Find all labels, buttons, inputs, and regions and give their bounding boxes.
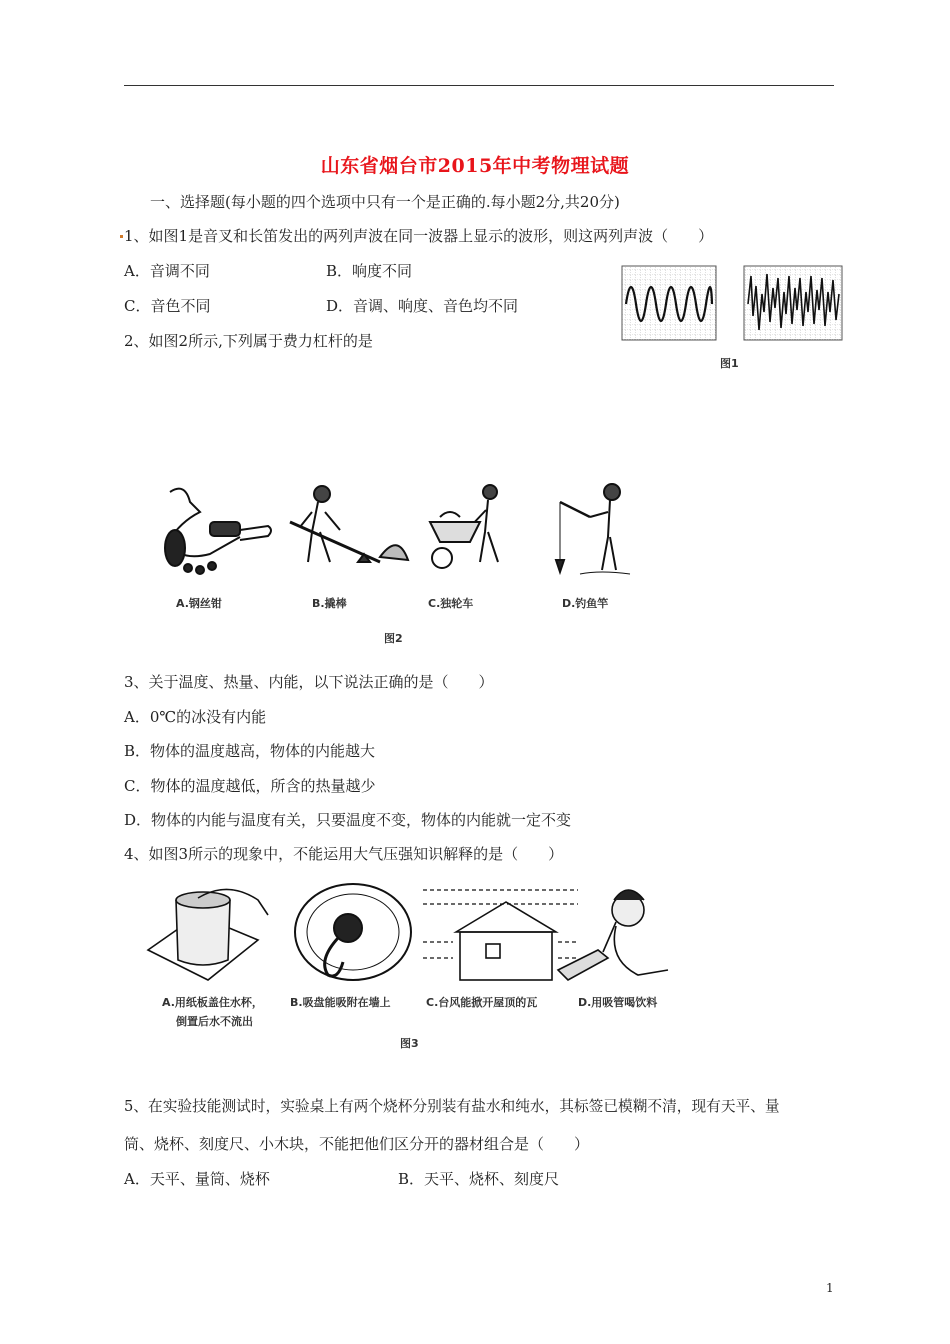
q4-stem: 4、如图3所示的现象中，不能运用大气压强知识解释的是（ ）	[124, 845, 564, 863]
header-rule	[124, 85, 834, 86]
figure-2-levers	[140, 482, 620, 582]
suction-cup-illustration	[295, 884, 411, 980]
waveform-panel-right	[744, 266, 842, 340]
figure-3-caption-a2: 倒置后水不流出	[176, 1015, 253, 1028]
q5-stem-line1: 5、在实验技能测试时，实验桌上有两个烧杯分别装有盐水和纯水，其标签已模糊不清，现有天平、量	[124, 1098, 780, 1115]
section-heading: 一、选择题(每小题的四个选项中只有一个是正确的.每小题2分,共20分)	[150, 193, 620, 211]
figure-3-caption-d: D.用吸管喝饮料	[578, 996, 658, 1009]
wheelbarrow-illustration	[430, 485, 498, 568]
q1-option-d: D．音调、响度、音色均不同	[326, 297, 519, 315]
figure-3-pressure	[138, 880, 678, 985]
straw-drinking-illustration	[558, 890, 668, 980]
page-title: 山东省烟台市2015年中考物理试题	[320, 155, 630, 177]
page-number: 1	[826, 1281, 834, 1295]
q5-option-b: B．天平、烧杯、刻度尺	[398, 1170, 560, 1188]
figure-3-caption-a1: A.用纸板盖住水杯，	[162, 996, 263, 1009]
q3-option-d: D．物体的内能与温度有关，只要温度不变，物体的内能就一定不变	[124, 811, 572, 829]
figure-1-waveforms	[620, 264, 844, 348]
figure-2-caption-b: B.撬棒	[312, 597, 347, 610]
q1-option-b: B．响度不同	[326, 262, 413, 280]
q1-option-c: C．音色不同	[124, 297, 211, 315]
figure-3-label: 图3	[400, 1037, 419, 1050]
figure-3-caption-c: C.台风能掀开屋顶的瓦	[426, 996, 538, 1009]
q3-option-c: C．物体的温度越低，所含的热量越少	[124, 777, 376, 795]
q5-stem-line2: 筒、烧杯、刻度尺、小木块，不能把他们区分开的器材组合是（ ）	[124, 1135, 590, 1153]
figure-2-caption-d: D.钓鱼竿	[562, 597, 609, 610]
figure-2-caption-c: C.独轮车	[428, 597, 474, 610]
q2-stem: 2、如图2所示,下列属于费力杠杆的是	[124, 332, 373, 350]
q3-option-b: B．物体的温度越高，物体的内能越大	[124, 742, 376, 760]
q3-option-a: A．0℃的冰没有内能	[124, 708, 267, 726]
crowbar-illustration	[290, 486, 408, 562]
q5-option-a: A．天平、量筒、烧杯	[124, 1170, 270, 1188]
q1-stem: 1、如图1是音叉和长笛发出的两列声波在同一波器上显示的波形，则这两列声波（ ）	[124, 227, 714, 245]
pliers-illustration	[165, 489, 271, 574]
inverted-cup-illustration	[148, 889, 268, 980]
q1-option-a: A．音调不同	[124, 262, 210, 280]
figure-1-caption: 图1	[720, 357, 739, 370]
waveform-panel-left	[622, 266, 716, 340]
fishing-rod-illustration	[556, 484, 630, 574]
q3-stem: 3、关于温度、热量、内能，以下说法正确的是（ ）	[124, 673, 494, 691]
margin-mark	[120, 235, 123, 238]
house-illustration	[423, 890, 578, 980]
figure-2-label: 图2	[384, 632, 403, 645]
figure-2-caption-a: A.钢丝钳	[176, 597, 222, 610]
figure-3-caption-b: B.吸盘能吸附在墙上	[290, 996, 391, 1009]
